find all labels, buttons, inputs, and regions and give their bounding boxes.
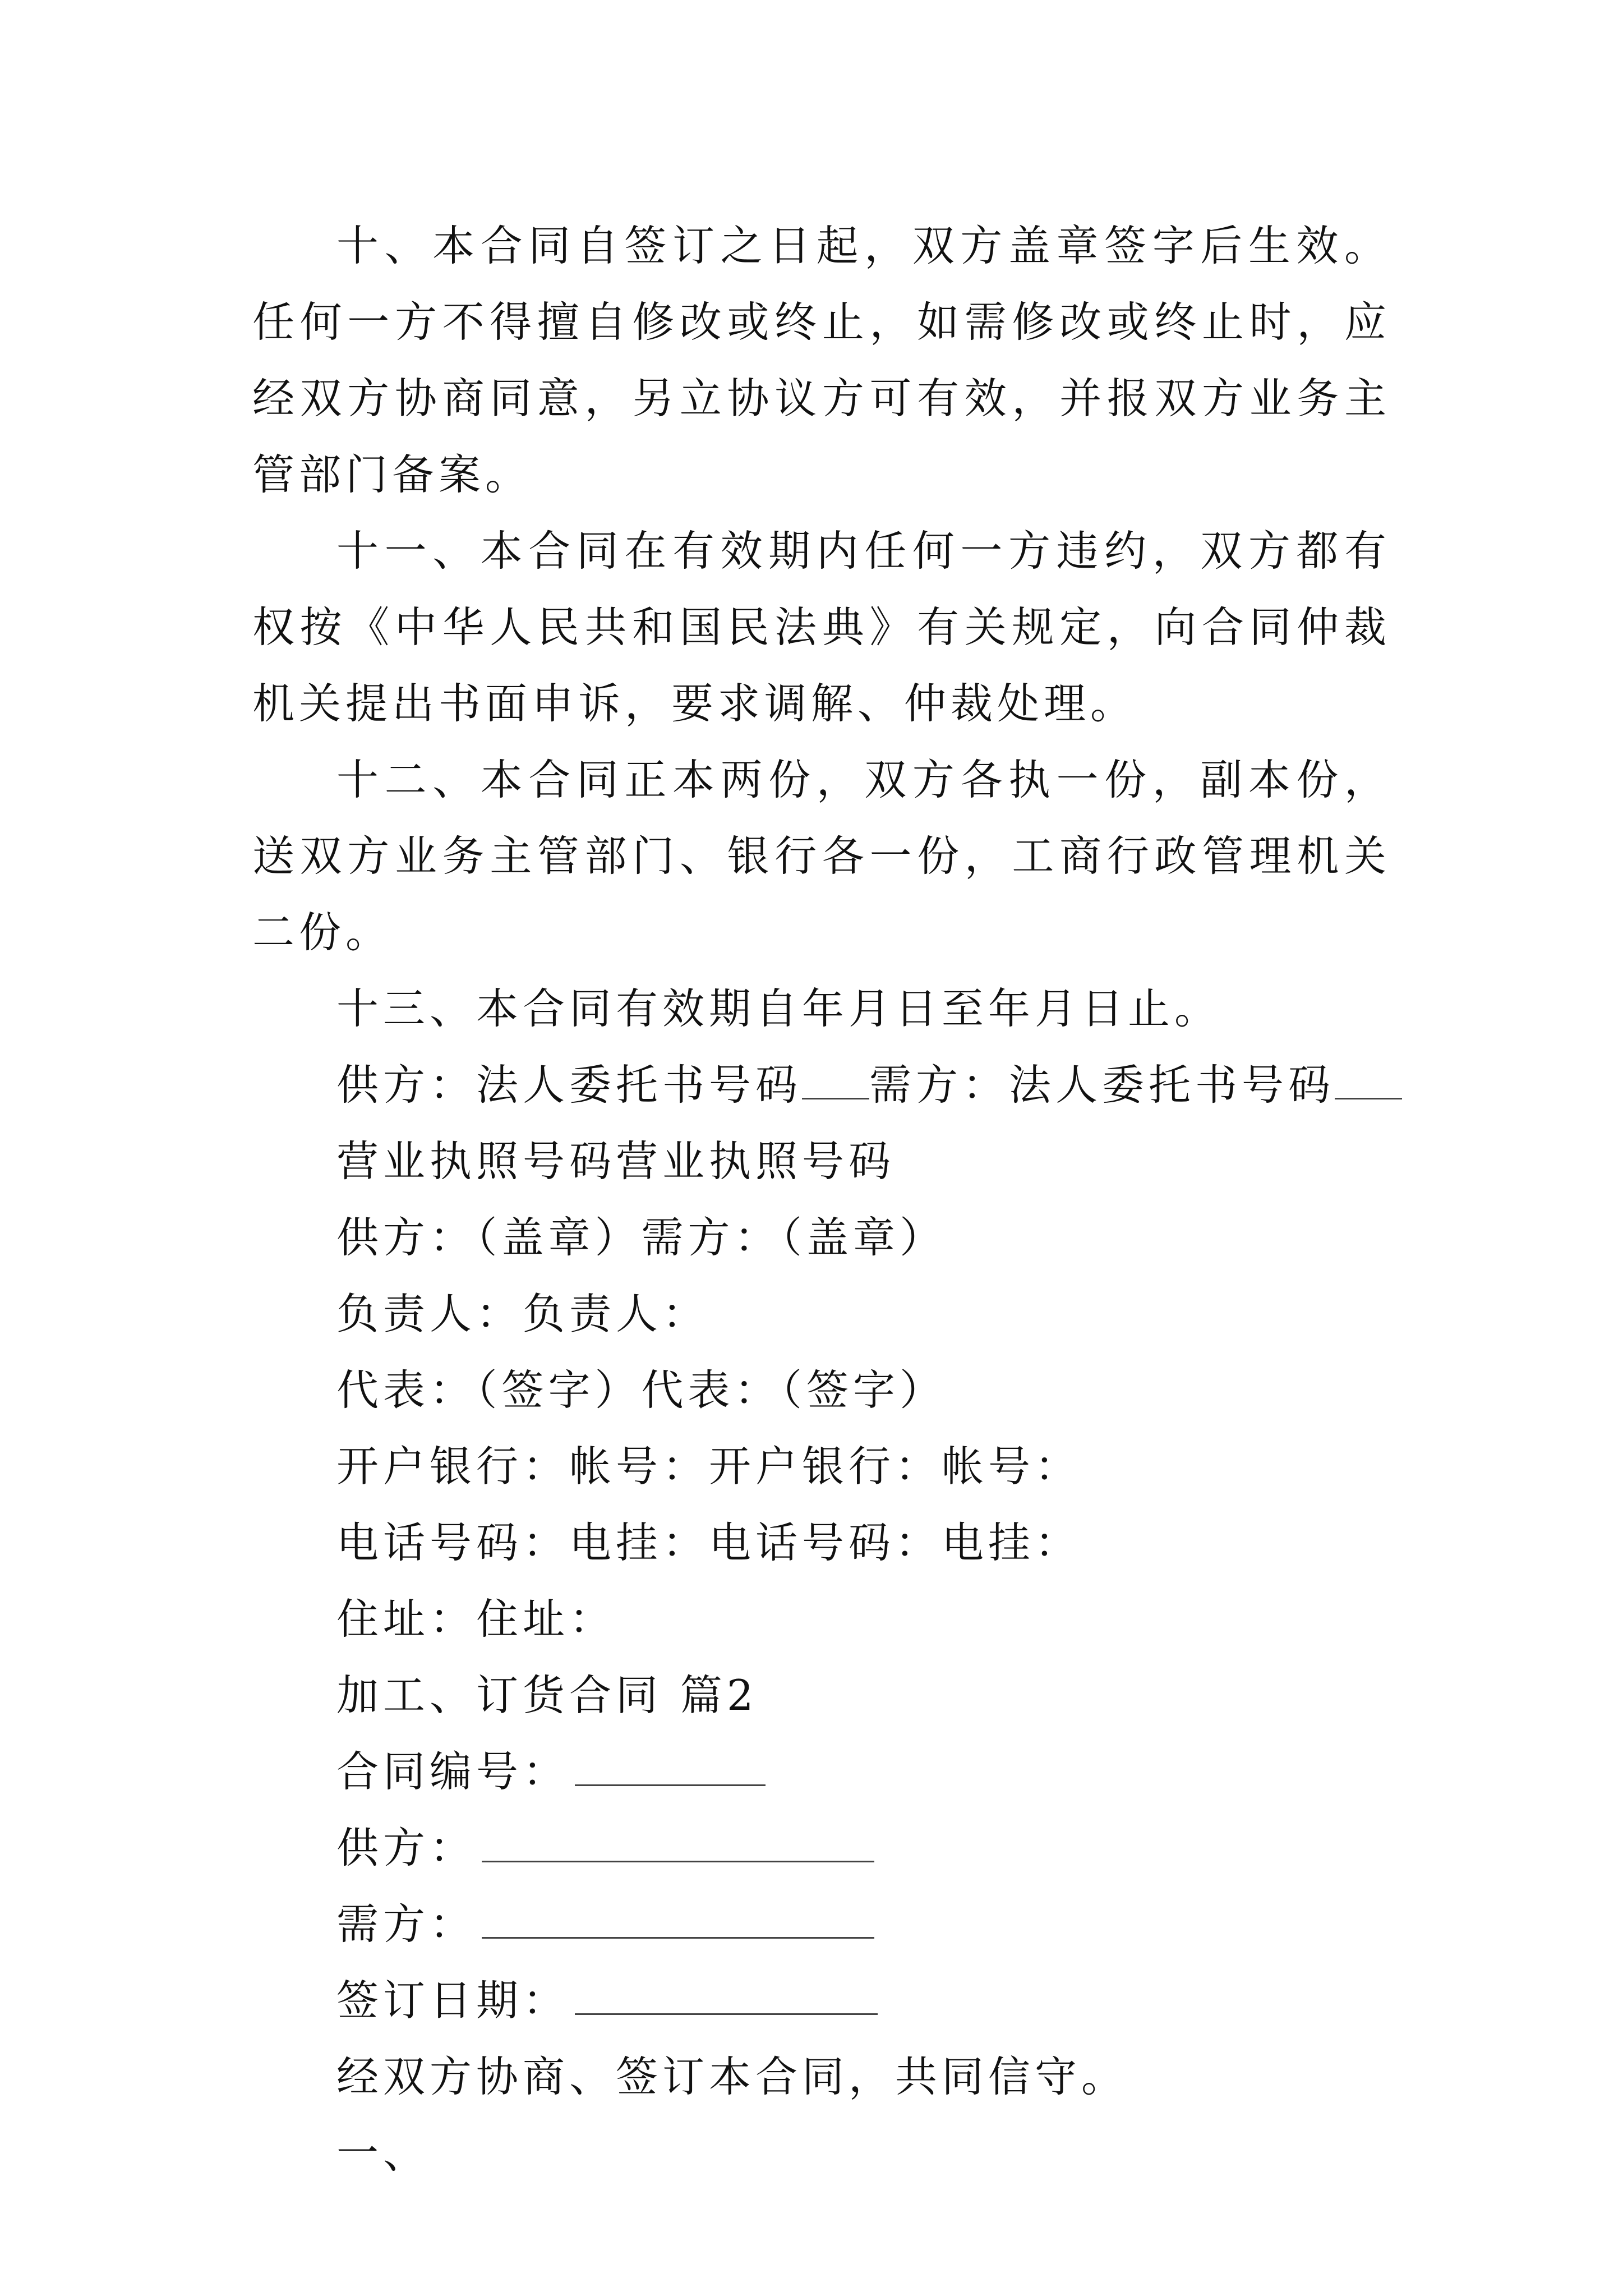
section-heading: 加工、订货合同 篇2 — [336, 1671, 758, 1720]
address-line: 住址：住址： — [336, 1594, 616, 1644]
buyer-proxy-label: 需方：法人委托书号码 — [869, 1060, 1335, 1110]
supplier-label: 供方： — [336, 1823, 477, 1872]
supplier-line — [252, 1810, 1391, 1886]
supplier-blank — [482, 1827, 874, 1862]
sign-date-line — [252, 1962, 1391, 2039]
sign-date-blank — [575, 1980, 878, 2015]
clause-11: 十一、本合同在有效期内任何一方违约，双方都有权按《中华人民共和国民法典》有关规定，向合同仲裁机关提出书面申诉，要求调解、仲裁处理。 — [252, 526, 1391, 728]
seal-line: 供方：（盖章）需方：（盖章） — [336, 1213, 947, 1262]
contract-no-label: 合同编号： — [336, 1747, 570, 1796]
signature-line: 代表：（签字）代表：（签字） — [336, 1365, 947, 1415]
sign-date-label: 签订日期： — [336, 1976, 570, 2025]
clause-13: 十三、本合同有效期自年月日至年月日止。 — [336, 984, 1221, 1033]
supplier-proxy-blank — [802, 1064, 869, 1099]
buyer-proxy-blank — [1335, 1064, 1402, 1099]
clause-12: 十二、本合同正本两份，双方各执一份，副本份，送双方业务主管部门、银行各一份，工商行政管理机关二份。 — [252, 755, 1391, 957]
contract-no-line — [252, 1733, 1391, 1810]
responsible-line: 负责人：负责人： — [336, 1289, 709, 1338]
phone-line: 电话号码：电挂：电话号码：电挂： — [336, 1518, 1082, 1567]
contract-no-blank — [575, 1751, 766, 1786]
closing-line: 经双方协商、签订本合同，共同信守。 — [336, 2052, 1128, 2101]
buyer-line — [252, 1886, 1391, 1962]
document-body — [252, 208, 1391, 2191]
license-line: 营业执照号码营业执照号码 — [336, 1137, 896, 1186]
buyer-label: 需方： — [336, 1899, 477, 1949]
bank-line: 开户银行：帐号：开户银行：帐号： — [336, 1442, 1082, 1491]
clause-10: 十、本合同自签订之日起，双方盖章签字后生效。任何一方不得擅自修改或终止，如需修改或终止时，应经双方协商同意，另立协议方可有效，并报双方业务主管部门备案。 — [252, 221, 1391, 499]
proxy-line — [252, 1047, 1391, 1123]
supplier-proxy-label: 供方：法人委托书号码 — [336, 1060, 803, 1110]
first-item: 一、 — [336, 2128, 430, 2178]
buyer-blank — [482, 1903, 874, 1939]
